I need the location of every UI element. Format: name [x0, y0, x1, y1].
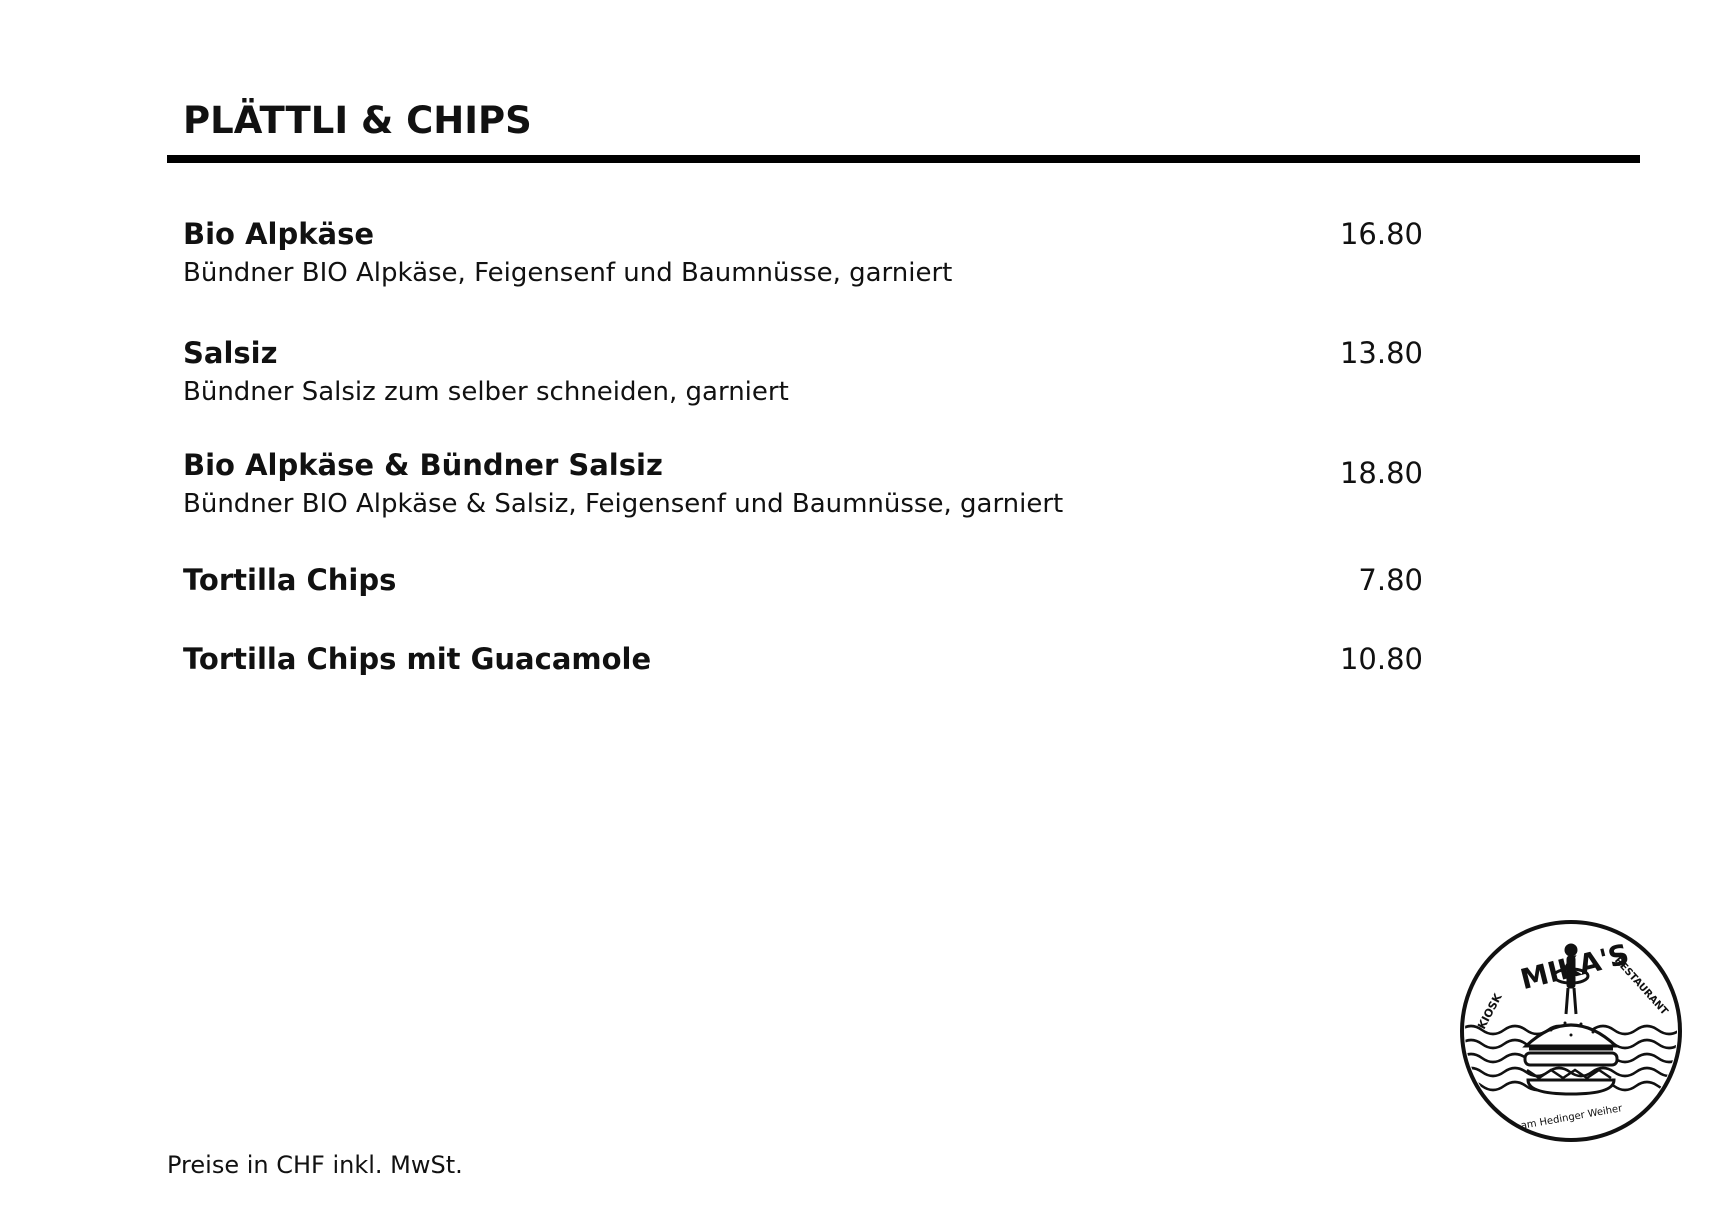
- item-price: 10.80: [1339, 642, 1423, 676]
- item-price: 7.80: [1358, 563, 1423, 597]
- restaurant-logo: [1455, 918, 1687, 1144]
- item-description: Bündner Salsiz zum selber schneiden, garniert: [183, 377, 789, 407]
- item-name: Tortilla Chips mit Guacamole: [183, 642, 652, 676]
- item-description: Bündner BIO Alpkäse & Salsiz, Feigensenf und Baumnüsse, garniert: [183, 489, 1064, 519]
- logo-brand-text: MIKA'S: [1517, 937, 1633, 997]
- logo-right-text: RESTAURANT: [1612, 955, 1670, 1018]
- item-name: Bio Alpkäse & Bündner Salsiz: [183, 448, 663, 482]
- item-price: 16.80: [1339, 217, 1423, 251]
- logo-bottom-text: am Hedinger Weiher: [1519, 1103, 1624, 1132]
- page-title: PLÄTTLI & CHIPS: [183, 99, 532, 142]
- title-divider: [167, 155, 1640, 163]
- item-price: 13.80: [1339, 336, 1423, 370]
- logo-left-text: KIOSK: [1475, 991, 1505, 1032]
- item-price: 18.80: [1339, 456, 1423, 490]
- item-name: Tortilla Chips: [183, 563, 397, 597]
- item-name: Salsiz: [183, 336, 278, 370]
- footer-note: Preise in CHF inkl. MwSt.: [167, 1151, 463, 1179]
- item-description: Bündner BIO Alpkäse, Feigensenf und Baumnüsse, garniert: [183, 258, 953, 288]
- item-name: Bio Alpkäse: [183, 217, 374, 251]
